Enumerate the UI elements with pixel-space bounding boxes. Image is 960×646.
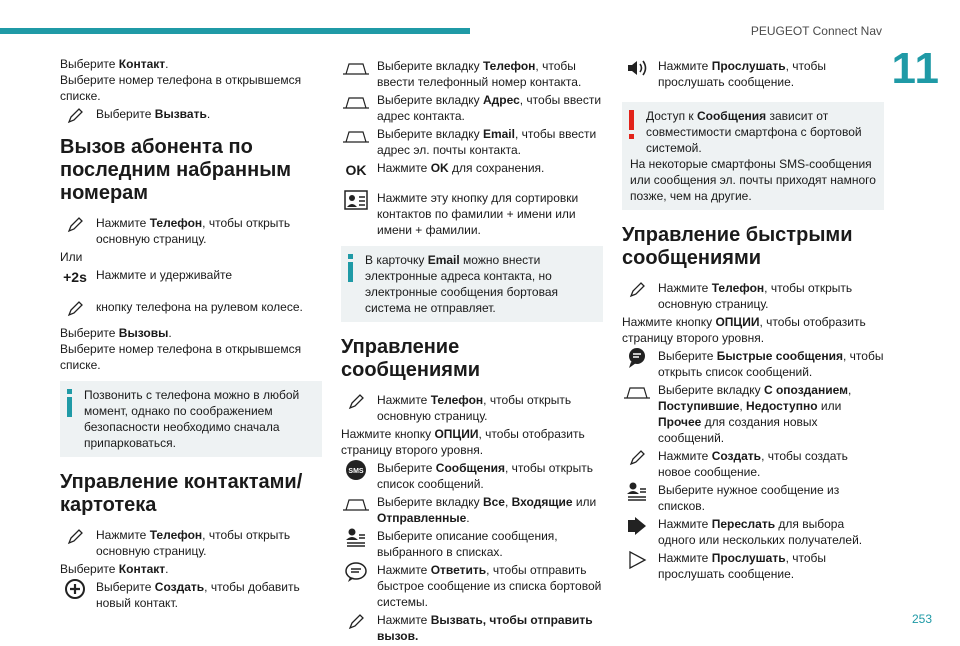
sort-contacts-icon (341, 190, 371, 210)
reply-bubble-icon (341, 562, 371, 582)
step-item: +2s Нажмите и удерживайте (60, 267, 322, 295)
tab-icon (341, 92, 371, 112)
message-detail-icon (622, 482, 652, 502)
step-item: Выберите вкладку Email, чтобы ввести адрес эл. почты контакта. (341, 126, 603, 158)
step-item: Нажмите Прослушать, чтобы прослушать сообщение. (622, 550, 884, 582)
section-heading: Вызов абонента по последним набранным номерам (60, 136, 292, 204)
column-1 (60, 56, 322, 613)
add-circle-icon (60, 579, 90, 599)
step-item: Нажмите Вызвать, чтобы отправить вызов. (341, 612, 603, 644)
step-item: Нажмите Прослушать, чтобы прослушать сообщение. (622, 58, 884, 90)
info-icon (347, 254, 355, 288)
pencil-icon (60, 215, 90, 235)
column-2 (341, 56, 603, 646)
text-line: Нажмите кнопку ОПЦИИ, чтобы отобразить страницу второго уровня. (622, 315, 866, 345)
svg-text:SMS: SMS (348, 468, 364, 475)
step-item: Выберите Вызвать. (60, 106, 322, 122)
pencil-icon (60, 527, 90, 547)
text-line: Выберите Контакт. (60, 562, 169, 576)
section-heading: Управление контактами/картотека (60, 471, 303, 516)
note-text: В карточку Email можно внести электронные адреса контакта, но электронные сообщения бортовая система не отправляет. (365, 253, 558, 315)
step-item: кнопку телефона на рулевом колесе. (60, 299, 322, 315)
step-item: Выберите нужное сообщение из списков. (622, 482, 884, 514)
step-item: OK Нажмите OK для сохранения. (341, 160, 603, 184)
text-line: Выберите Вызовы. (60, 326, 172, 340)
info-note (60, 381, 322, 457)
step-item: Выберите вкладку С опозданием, Поступившие, Недоступно или Прочее для создания новых сообщений. (622, 382, 884, 446)
step-item: Выберите Быстрые сообщения, чтобы открыть список сообщений. (622, 348, 884, 380)
pencil-icon (60, 299, 90, 319)
sms-icon (341, 460, 371, 480)
text-line: Выберите номер телефона в открывшемся списке. (60, 73, 302, 103)
note-text: Позвонить с телефона можно в любой момент, однако по соображением безопасности необходимо сначала припарковаться. (84, 388, 300, 450)
info-note (341, 246, 603, 322)
column-3 (622, 56, 884, 584)
pencil-icon (622, 448, 652, 468)
play-icon (622, 550, 652, 570)
step-item: Нажмите Телефон, чтобы открыть основную страницу. (60, 527, 322, 559)
speaker-icon (622, 58, 652, 78)
step-item: SMS Выберите Сообщения, чтобы открыть список сообщений. (341, 460, 603, 492)
running-header: PEUGEOT Connect Nav (750, 24, 882, 38)
step-item: Нажмите эту кнопку для сортировки контактов по фамилии + имени или имени + фамилии. (341, 190, 603, 238)
step-item: Нажмите Телефон, чтобы открыть основную страницу. (341, 392, 603, 424)
page-number: 253 (911, 612, 932, 626)
note-text: На некоторые смартфоны SMS-сообщения или сообщения эл. почты приходят намного позже, чем на другие. (630, 157, 876, 203)
step-item: Выберите вкладку Все, Входящие или Отправленные. (341, 494, 603, 526)
warning-icon (628, 110, 636, 144)
header-accent-bar (0, 28, 470, 34)
step-item: Нажмите Переслать для выбора одного или нескольких получателей. (622, 516, 884, 548)
chapter-number: 11 (891, 44, 940, 93)
info-icon (66, 389, 74, 423)
forward-arrow-icon (622, 516, 652, 536)
text-line: Выберите Контакт. (60, 57, 169, 71)
step-item: Выберите описание сообщения, выбранного в списках. (341, 528, 603, 560)
ok-icon: OK (345, 162, 367, 178)
pencil-icon (60, 106, 90, 126)
pencil-icon (341, 392, 371, 412)
section-heading: Управление сообщениями (341, 336, 481, 381)
step-item: Нажмите Ответить, чтобы отправить быстрое сообщение из списка бортовой системы. (341, 562, 603, 610)
note-text: Доступ к Сообщения зависит от совместимости смартфона с бортовой системой. (646, 109, 862, 155)
pencil-icon (622, 280, 652, 300)
quick-message-icon (622, 348, 652, 368)
text-line: Или (60, 250, 83, 264)
step-item: Нажмите Создать, чтобы создать новое сообщение. (622, 448, 884, 480)
tab-icon (341, 58, 371, 78)
text-line: Нажмите кнопку ОПЦИИ, чтобы отобразить страницу второго уровня. (341, 427, 585, 457)
warning-note (622, 102, 884, 210)
tab-icon (341, 494, 371, 514)
step-item: Выберите вкладку Адрес, чтобы ввести адрес контакта. (341, 92, 603, 124)
step-item: Нажмите Телефон, чтобы открыть основную страницу. (622, 280, 884, 312)
message-detail-icon (341, 528, 371, 548)
step-item: Выберите Создать, чтобы добавить новый контакт. (60, 579, 322, 611)
tab-icon (622, 382, 652, 402)
text-line: Выберите номер телефона в открывшемся списке. (60, 342, 302, 372)
pencil-icon (341, 612, 371, 632)
section-heading: Управление быстрыми сообщениями (622, 224, 853, 269)
step-item: Выберите вкладку Телефон, чтобы ввести телефонный номер контакта. (341, 58, 603, 90)
tab-icon (341, 126, 371, 146)
step-item: Нажмите Телефон, чтобы открыть основную страницу. (60, 215, 322, 247)
hold-2s-icon: +2s (63, 269, 87, 285)
